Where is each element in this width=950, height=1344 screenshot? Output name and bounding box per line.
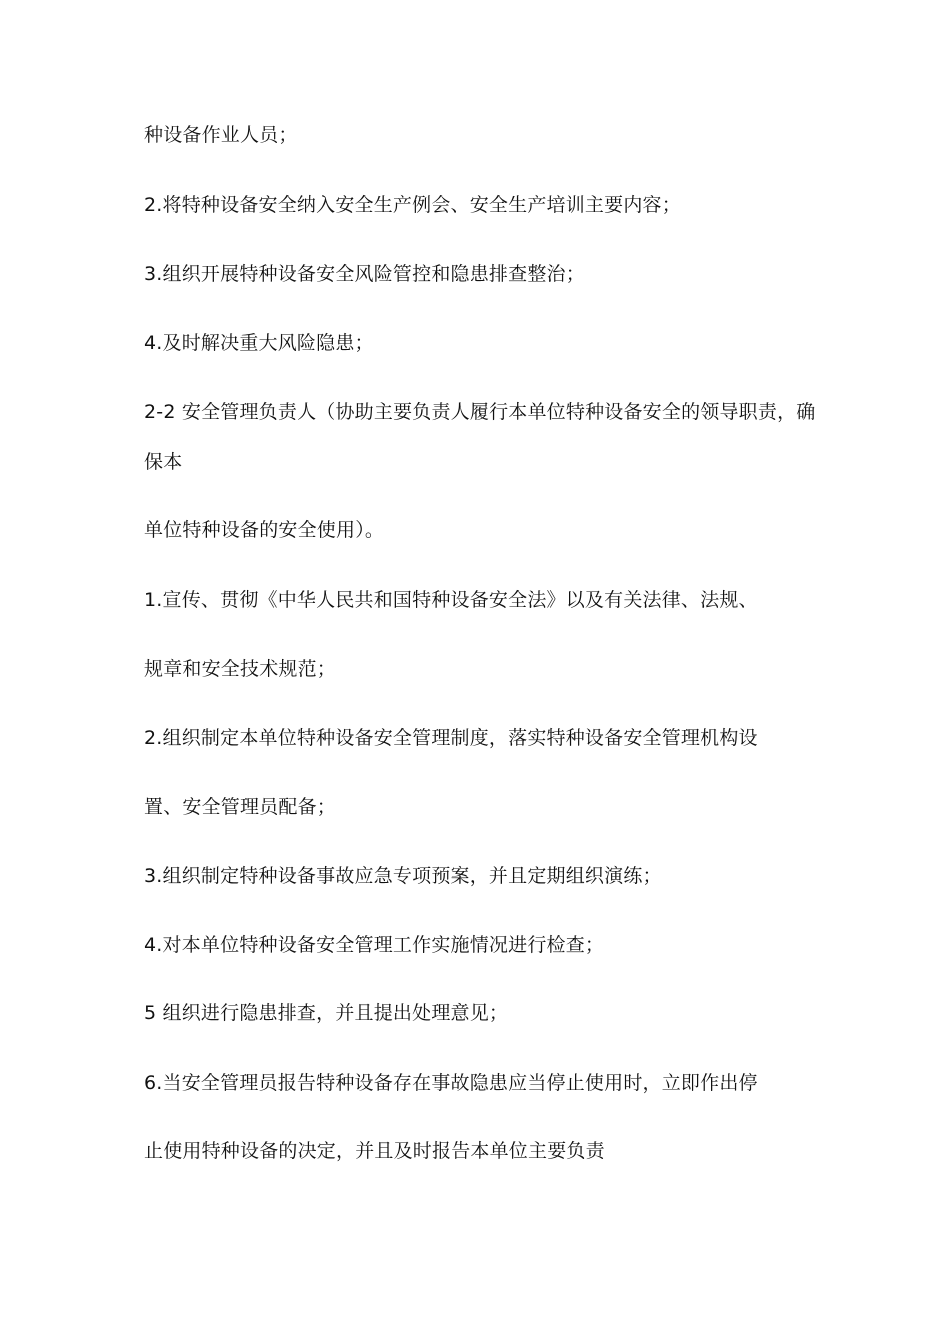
text-line: 规章和安全技术规范； [144, 658, 337, 680]
text-line: 2-2 安全管理负责人（协助主要负责人履行本单位特种设备安全的领导职责，确 [144, 401, 816, 423]
text-line: 4.对本单位特种设备安全管理工作实施情况进行检查； [144, 934, 605, 956]
text-line: 6.当安全管理员报告特种设备存在事故隐患应当停止使用时，立即作出停 [144, 1072, 758, 1094]
text-line: 1.宣传、贯彻《中华人民共和国特种设备安全法》以及有关法律、法规、 [144, 589, 758, 611]
text-line: 保本 [144, 451, 183, 473]
text-line: 置、安全管理员配备； [144, 796, 337, 818]
text-line: 单位特种设备的安全使用）。 [144, 519, 385, 541]
text-line: 2.将特种设备安全纳入安全生产例会、安全生产培训主要内容； [144, 194, 681, 216]
text-line: 3.组织开展特种设备安全风险管控和隐患排查整治； [144, 263, 585, 285]
text-line: 3.组织制定特种设备事故应急专项预案，并且定期组织演练； [144, 865, 662, 887]
text-line: 4.及时解决重大风险隐患； [144, 332, 374, 354]
text-line: 种设备作业人员； [144, 124, 298, 146]
text-line: 5 组织进行隐患排查，并且提出处理意见； [144, 1002, 509, 1024]
text-line: 2.组织制定本单位特种设备安全管理制度，落实特种设备安全管理机构设 [144, 727, 758, 749]
text-line: 止使用特种设备的决定，并且及时报告本单位主要负责 [144, 1140, 605, 1162]
